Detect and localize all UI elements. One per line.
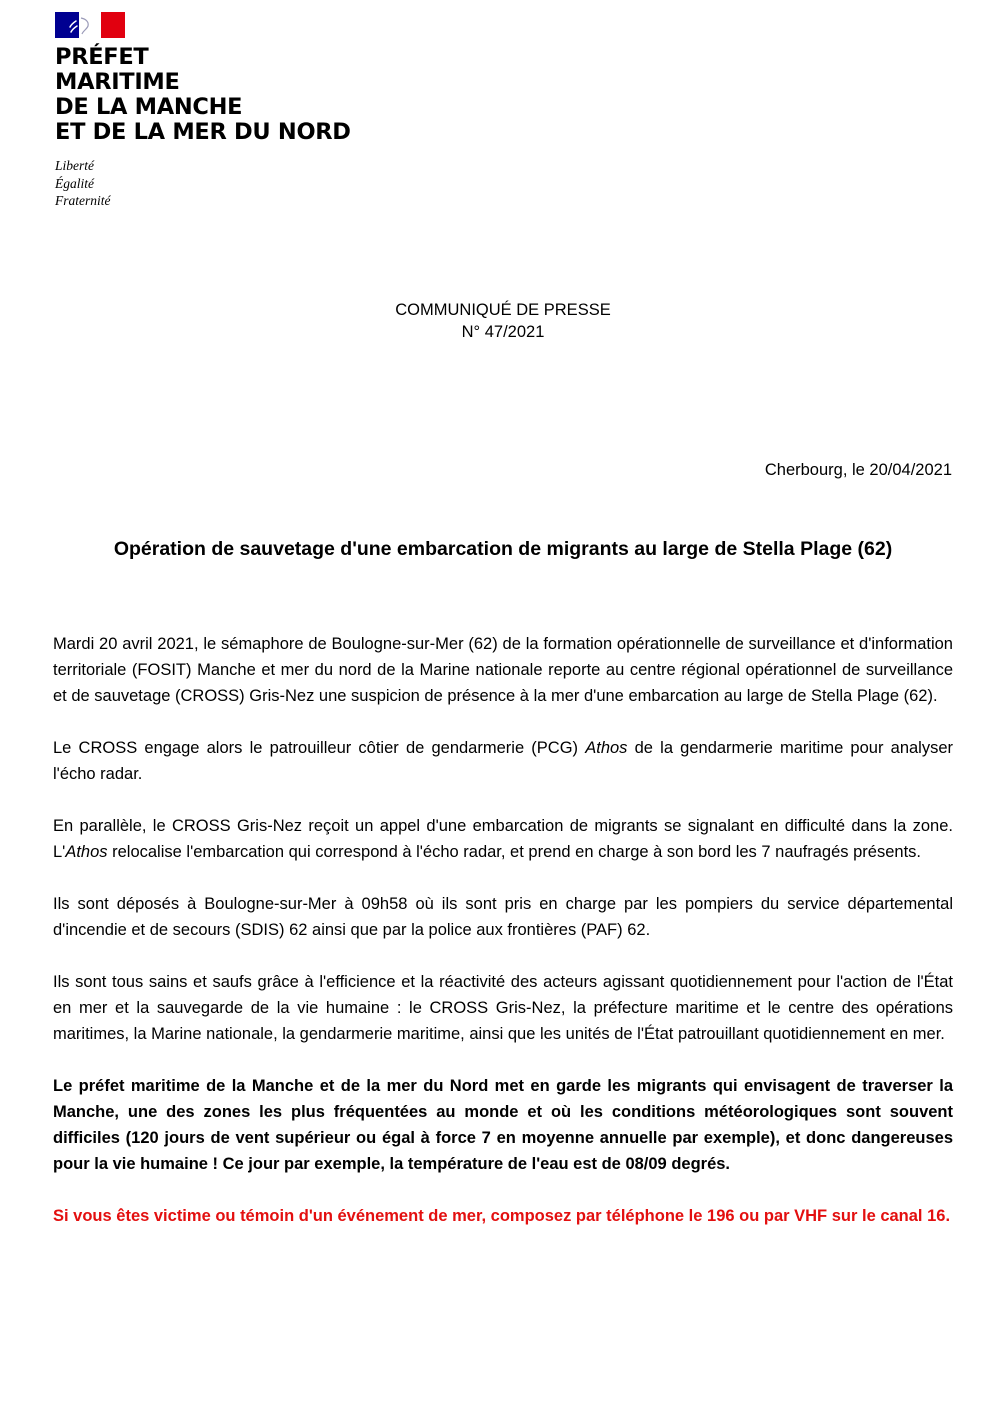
org-name: [55, 45, 351, 145]
prefecture-logo: [55, 12, 351, 210]
org-name-line: MARITIME: [55, 69, 180, 95]
warning-paragraph: Le préfet maritime de la Manche et de la mer du Nord met en garde les migrants qui envisagent de traverser la Manche, une des zones les plus fréquentées au monde et où les conditions météorologiques sont souvent difficiles (120 jours de vent supérieur ou égal à force 7 en moyenne annuelle par exemple), et donc dangereuses pour la vie humaine ! Ce jour par exemple, la température de l'eau est de 08/09 degrés.: [53, 1077, 953, 1173]
org-name-line: PRÉFET: [55, 44, 149, 70]
motto-line: Fraternité: [55, 193, 111, 208]
motto-line: Égalité: [55, 175, 94, 191]
body-paragraph: [53, 735, 953, 787]
text-run: En parallèle, le CROSS Gris-Nez reçoit un appel d'une embarcation de migrants se signalant en difficulté dans la zone. L': [53, 817, 953, 861]
body-paragraph: Ils sont déposés à Boulogne-sur-Mer à 09h58 où ils sont pris en charge par les pompiers du service départemental d'incendie et de secours (SDIS) 62 ainsi que par la police aux frontières (PAF) 62.: [53, 895, 953, 939]
text-run: Le CROSS engage alors le patrouilleur côtier de gendarmerie (PCG): [53, 739, 586, 757]
text-run: de la gendarmerie maritime pour analyser l'écho radar.: [53, 739, 954, 783]
emergency-contact-paragraph: Si vous êtes victime ou témoin d'un événement de mer, composez par téléphone le 196 ou par VHF sur le canal 16.: [53, 1207, 951, 1225]
document-title: Opération de sauvetage d'une embarcation de migrants au large de Stella Plage (62): [113, 538, 893, 560]
body-paragraph: Ils sont tous sains et saufs grâce à l'efficience et la réactivité des acteurs agissant quotidiennement pour l'action de l'État en mer et la sauvegarde de la vie humaine : le CROSS Gris-Nez, la préfecture maritime et le centre des opérations maritimes, la Marine nationale, la gendarmerie maritime, ainsi que les unités de l'État patrouillant quotidiennement en mer.: [53, 973, 953, 1043]
document-body: [53, 631, 953, 1255]
vessel-name: Athos: [65, 843, 108, 861]
motto-line: Liberté: [55, 158, 94, 173]
org-name-line: ET DE LA MER DU NORD: [55, 119, 351, 145]
body-paragraph: Mardi 20 avril 2021, le sémaphore de Boulogne-sur-Mer (62) de la formation opérationnelle de surveillance et d'information territoriale (FOSIT) Manche et mer du nord de la Marine nationale reporte au centre régional opérationnel de surveillance et de sauvetage (CROSS) Gris-Nez une suspicion de présence à la mer d'une embarcation au large de Stella Plage (62).: [53, 635, 953, 705]
text-run: relocalise l'embarcation qui correspond à l'écho radar, et prend en charge à son bord les 7 naufragés présents.: [107, 843, 921, 861]
press-release-label: COMMUNIQUÉ DE PRESSE: [395, 301, 611, 319]
place-date: Cherbourg, le 20/04/2021: [764, 461, 952, 479]
vessel-name: Athos: [585, 739, 628, 757]
body-paragraph: [53, 813, 953, 865]
republic-motto: [55, 157, 351, 210]
marianne-flag-icon: [55, 12, 125, 38]
press-release-header: [0, 299, 1006, 343]
org-name-line: DE LA MANCHE: [55, 94, 243, 120]
press-release-number: N° 47/2021: [461, 323, 545, 341]
